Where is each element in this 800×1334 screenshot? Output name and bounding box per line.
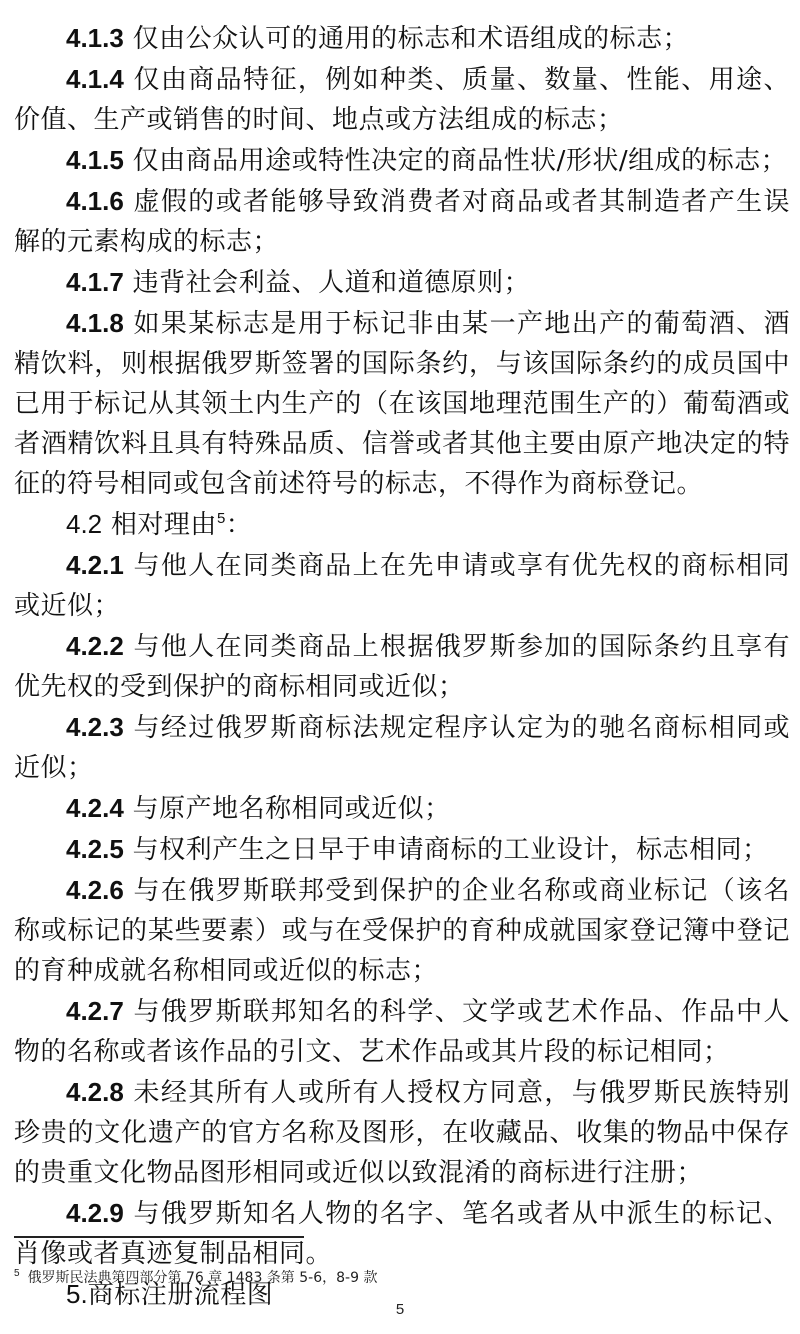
paragraph <box>14 788 790 829</box>
paragraph <box>14 829 790 870</box>
section-number: 4.1.3 <box>66 23 124 53</box>
section-number: 4.2.1 <box>66 550 124 580</box>
section-number: 4.2.3 <box>66 712 124 742</box>
section-number: 4.2.9 <box>66 1198 124 1228</box>
paragraph <box>14 1193 790 1274</box>
paragraph <box>14 870 790 991</box>
paragraph <box>14 991 790 1072</box>
section-number: 5. <box>66 1279 88 1309</box>
section-number: 4.2.5 <box>66 834 124 864</box>
section-text: 与经过俄罗斯商标法规定程序认定为的驰名商标相同或近似； <box>14 713 790 783</box>
section-number: 4.2.2 <box>66 631 124 661</box>
paragraph <box>14 262 790 303</box>
section-number: 4.2.6 <box>66 875 124 905</box>
section-text: 与他人在同类商品上在先申请或享有优先权的商标相同或近似； <box>14 551 790 621</box>
section-text: 与俄罗斯联邦知名的科学、文学或艺术作品、作品中人物的名称或者该作品的引文、艺术作品或其片段的标记相同； <box>14 997 790 1067</box>
section-number: 4.2.4 <box>66 793 124 823</box>
section-number: 4.2.8 <box>66 1077 124 1107</box>
section-text: 违背社会利益、人道和道德原则； <box>132 268 531 298</box>
paragraph <box>14 707 790 788</box>
page-number: 5 <box>395 1301 405 1318</box>
section-number: 4.1.5 <box>66 145 124 175</box>
paragraph <box>14 1072 790 1193</box>
section-text: 与他人在同类商品上根据俄罗斯参加的国际条约且享有优先权的受到保护的商标相同或近似； <box>14 632 790 702</box>
section-number: 4.2.7 <box>66 996 124 1026</box>
section-number: 4.1.4 <box>66 64 124 94</box>
section-number: 4.2 <box>66 509 103 539</box>
paragraph <box>14 626 790 707</box>
section-text: 商标注册流程图 <box>87 1280 274 1310</box>
footnote-separator <box>14 1236 304 1238</box>
section-suffix: ： <box>225 510 253 540</box>
footnote-mark: 5 <box>14 1268 20 1279</box>
section-text: 与俄罗斯知名人物的名字、笔名或者从中派生的标记、肖像或者真迹复制品相同。 <box>14 1199 790 1269</box>
section-text: 仅由商品特征，例如种类、质量、数量、性能、用途、价值、生产或销售的时间、地点或方法组成的标志； <box>14 65 790 135</box>
paragraph <box>14 59 790 140</box>
paragraph <box>14 303 790 504</box>
paragraph <box>14 545 790 626</box>
section-number: 4.1.7 <box>66 267 124 297</box>
section-number: 4.1.6 <box>66 186 124 216</box>
footnote-reference[interactable]: 5 <box>216 510 226 527</box>
paragraph <box>14 18 790 59</box>
document-body <box>14 18 790 1315</box>
section-text: 与在俄罗斯联邦受到保护的企业名称或商业标记（该名称或标记的某些要素）或与在受保护的育种成就国家登记簿中登记的育种成就名称相同或近似的标志； <box>14 876 790 986</box>
section-text: 相对理由 <box>110 510 217 540</box>
section-text: 虚假的或者能够导致消费者对商品或者其制造者产生误解的元素构成的标志； <box>14 187 790 257</box>
footnote <box>14 1265 377 1287</box>
section-text: 与权利产生之日早于申请商标的工业设计，标志相同； <box>132 835 769 865</box>
section-text: 与原产地名称相同或近似； <box>132 794 451 824</box>
paragraph <box>14 140 790 181</box>
paragraph <box>14 504 790 545</box>
section-text: 仅由商品用途或特性决定的商品性状/形状/组成的标志； <box>132 146 788 176</box>
section-text: 如果某标志是用于标记非由某一产地出产的葡萄酒、酒精饮料，则根据俄罗斯签署的国际条约，与该国际条约的成员国中已用于标记从其领土内生产的（在该国地理范围生产的）葡萄酒或者酒精饮料且具有特殊品质、信誉或者其他主要由原产地决定的特征的符号相同或包含前述符号的标志，不得作为商标登记。 <box>14 309 790 499</box>
section-text: 仅由公众认可的通用的标志和术语组成的标志； <box>132 24 690 54</box>
section-text: 未经其所有人或所有人授权方同意，与俄罗斯民族特别珍贵的文化遗产的官方名称及图形，在收藏品、收集的物品中保存的贵重文化物品图形相同或近似以致混淆的商标进行注册； <box>14 1078 790 1188</box>
footnote-text: 俄罗斯民法典第四部分第 76 章 1483 条第 5-6，8-9 款 <box>27 1270 378 1286</box>
paragraph <box>14 181 790 262</box>
section-number: 4.1.8 <box>66 308 124 338</box>
